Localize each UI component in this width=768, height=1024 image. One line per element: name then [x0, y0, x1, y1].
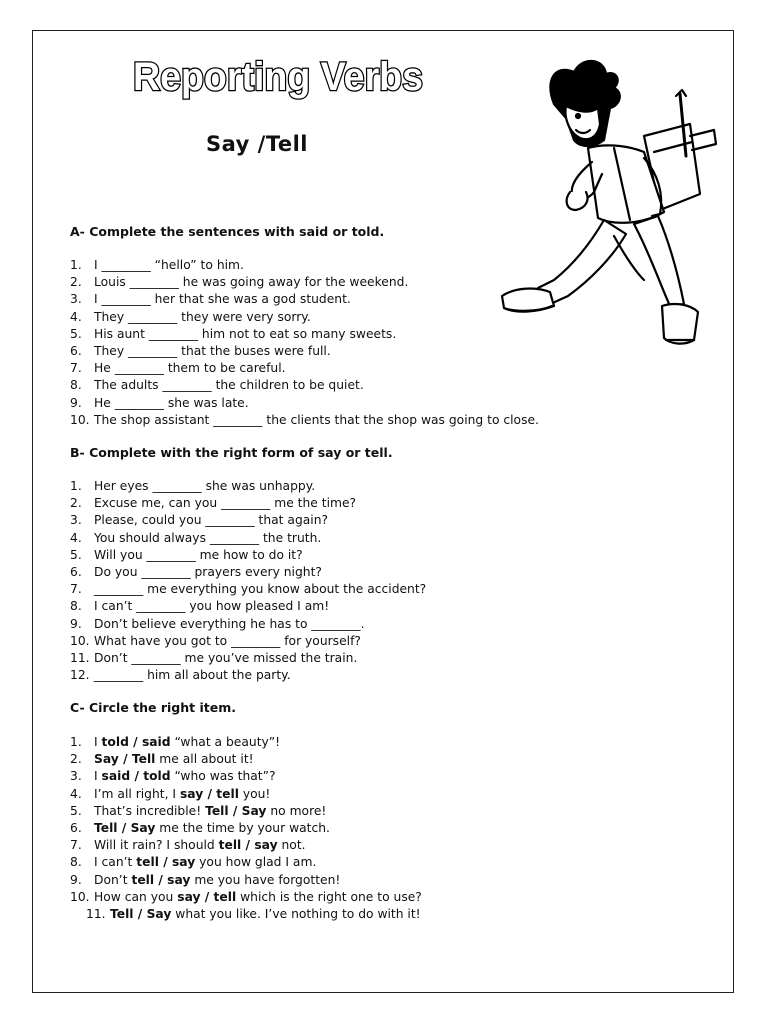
list-item: 11. Don’t ________ me you’ve missed the train. [70, 650, 358, 665]
list-item: 2. Say / Tell me all about it! [70, 752, 254, 767]
list-item: 3. I ________ her that she was a god student. [70, 292, 351, 307]
list-item: 10. The shop assistant ________ the clients that the shop was going to close. [70, 412, 539, 427]
page-title-text: Reporting Verbs [133, 55, 423, 99]
list-item: 1. I told / said “what a beauty”! [70, 735, 281, 749]
list-item: 7. Will it rain? I should tell / say not. [70, 838, 306, 853]
list-item: 7. ________ me everything you know about the accident? [70, 582, 427, 597]
list-item: 11. Tell / Say what you like. I’ve nothing to do with it! [86, 906, 421, 921]
list-item: 5. Will you ________ me how to do it? [70, 547, 303, 562]
list-item: 8. I can’t tell / say you how glad I am. [70, 855, 317, 870]
list-item: 8. The adults ________ the children to be quiet. [70, 378, 364, 393]
list-item: 6. They ________ that the buses were full. [70, 343, 331, 358]
section-b-heading: B- Complete with the right form of say or tell. [70, 445, 393, 460]
list-item: 3. I said / told “who was that”? [70, 769, 276, 784]
list-item: 5. His aunt ________ him not to eat so many sweets. [70, 326, 397, 341]
page-title [130, 52, 426, 100]
list-item: 4. You should always ________ the truth. [70, 530, 322, 545]
list-item: 9. Don’t believe everything he has to ________. [70, 616, 365, 631]
list-item: 8. I can’t ________ you how pleased I am! [70, 599, 330, 614]
section-a-heading: A- Complete the sentences with said or told. [70, 224, 385, 239]
list-item: 10. What have you got to ________ for yourself? [70, 633, 361, 648]
list-item: 5. That’s incredible! Tell / Say no more! [70, 803, 327, 818]
subtitle: Say /Tell [206, 132, 308, 156]
list-item: 4. They ________ they were very sorry. [70, 309, 311, 324]
list-item: 9. He ________ she was late. [70, 395, 249, 410]
list-item: 9. Don’t tell / say me you have forgotten! [70, 872, 341, 887]
list-item: 1. I ________ “hello” to him. [70, 258, 244, 272]
list-item: 1. Her eyes ________ she was unhappy. [70, 479, 316, 493]
list-item: 3. Please, could you ________ that again? [70, 513, 329, 528]
list-item: 6. Do you ________ prayers every night? [70, 564, 322, 579]
list-item: 10. How can you say / tell which is the right one to use? [70, 889, 422, 904]
section-c-heading: C- Circle the right item. [70, 700, 236, 715]
section-a-list [70, 257, 539, 429]
list-item: 7. He ________ them to be careful. [70, 361, 286, 376]
section-c-list [70, 734, 422, 923]
list-item: 2. Excuse me, can you ________ me the time? [70, 496, 357, 511]
section-b-list [70, 478, 426, 684]
list-item: 4. I’m all right, I say / tell you! [70, 786, 271, 801]
list-item: 12. ________ him all about the party. [70, 668, 291, 683]
list-item: 2. Louis ________ he was going away for the weekend. [70, 275, 409, 290]
list-item: 6. Tell / Say me the time by your watch. [70, 820, 330, 835]
